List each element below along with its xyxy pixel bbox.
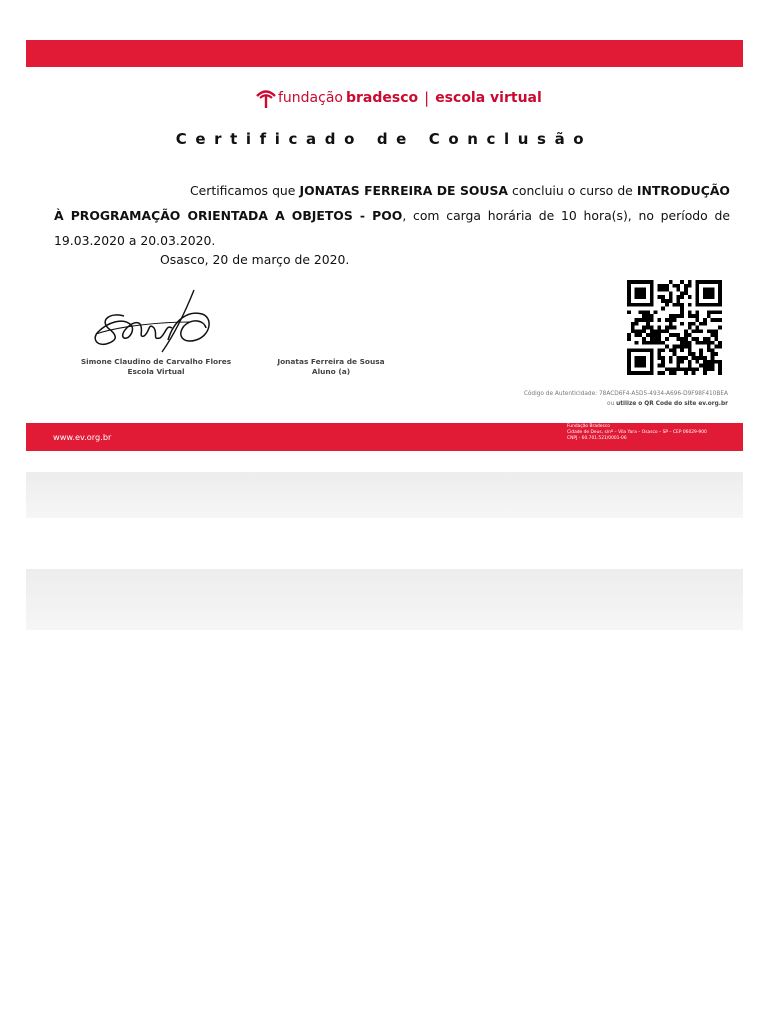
footer-address-street: Cidade de Deus, s/nº – Vila Yara – Osasco – SP – CEP 06029-900 bbox=[567, 430, 707, 435]
footer-red-bar bbox=[26, 423, 743, 451]
student-signature-name: Jonatas Ferreira de Sousa bbox=[277, 357, 385, 366]
body-course-intro: concluiu o curso de bbox=[507, 183, 637, 198]
student-signature-block bbox=[258, 357, 404, 377]
certificate-body bbox=[54, 178, 730, 253]
student-role: Aluno (a) bbox=[311, 367, 351, 376]
empty-gray-band-2 bbox=[26, 569, 743, 630]
logo-separator: | bbox=[424, 89, 430, 107]
empty-gray-band-1 bbox=[26, 472, 743, 518]
director-signature bbox=[90, 288, 222, 354]
authenticity-info bbox=[524, 389, 728, 409]
footer-site-link[interactable]: www.ev.org.br bbox=[53, 432, 112, 442]
body-details: , com carga horária de 10 hora(s), no período de 19.03.2020 a 20.03.2020. bbox=[54, 208, 730, 248]
issue-date-line: Osasco, 20 de março de 2020. bbox=[160, 252, 350, 267]
footer-address bbox=[567, 424, 707, 442]
footer-address-org: Fundação Bradesco bbox=[567, 424, 610, 429]
bradesco-tree-icon bbox=[255, 86, 277, 110]
director-name: Simone Claudino de Carvalho Flores bbox=[80, 357, 232, 366]
qr-code-icon[interactable] bbox=[627, 280, 722, 375]
authenticity-code: Código de Autenticidade: 78ACD6F4-A5D5-4934-A696-D9F98F410BEA bbox=[523, 391, 728, 397]
qr-instruction bbox=[524, 399, 728, 409]
header-red-bar bbox=[26, 40, 743, 67]
director-organization: Escola Virtual bbox=[127, 367, 185, 376]
body-intro: Certificamos que bbox=[190, 183, 300, 198]
fundacao-bradesco-logo bbox=[255, 86, 542, 110]
footer-address-cnpj: CNPJ - 60.701.521/0001-06 bbox=[567, 436, 627, 441]
director-signature-block bbox=[70, 357, 242, 377]
logo-escola-virtual-text: escola virtual bbox=[435, 90, 542, 106]
certificate-title: Certificado de Conclusão bbox=[175, 130, 593, 148]
course-name: INTRODUÇÃO À PROGRAMAÇÃO ORIENTADA A OBJETOS - POO bbox=[54, 183, 730, 223]
qr-instruction-or: ou bbox=[607, 401, 617, 407]
logo-bradesco-text: bradesco bbox=[345, 90, 419, 106]
student-name: JONATAS FERREIRA DE SOUSA bbox=[299, 183, 508, 198]
qr-instruction-site: utilize o QR Code do site ev.org.br bbox=[616, 401, 728, 407]
logo-fundacao-text: fundação bbox=[278, 90, 343, 106]
